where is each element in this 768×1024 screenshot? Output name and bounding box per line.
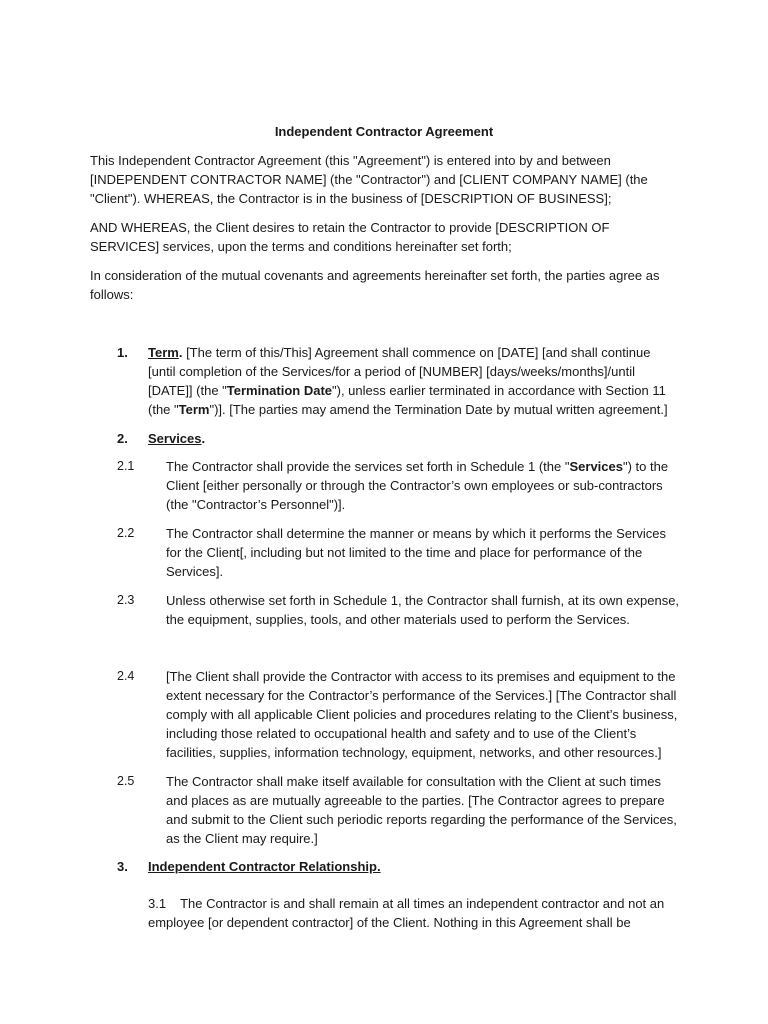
subsection-2-2-number: 2.2	[117, 526, 135, 540]
services-term: Services	[569, 459, 623, 474]
intro-paragraph-2: AND WHEREAS, the Client desires to retain the Contractor to provide [DESCRIPTION OF SERVICES] services, upon the terms and conditions hereinafter set forth;	[90, 220, 610, 254]
subsection-2-4-number: 2.4	[117, 669, 135, 683]
term-term: Term	[178, 402, 210, 417]
intro-paragraph-3: In consideration of the mutual covenants and agreements hereinafter set forth, the parties agree as follows:	[90, 268, 660, 302]
termination-date-term: Termination Date	[226, 383, 332, 398]
section-1-heading: Term	[148, 345, 179, 360]
section-1-number: 1.	[117, 345, 128, 360]
subsection-2-5-number: 2.5	[117, 774, 135, 788]
subsection-2-1-number: 2.1	[117, 459, 135, 473]
subsection-2-3-number: 2.3	[117, 593, 135, 607]
section-2-heading-line: Services.	[148, 431, 206, 446]
subsection-2-1-text: The Contractor shall provide the services set forth in Schedule 1 (the "Services") to the Client [either personally or through the Contractor’s own employees or sub-contractors (the "Contractor’s Personnel")].	[166, 459, 669, 512]
subsection-3-1-text: The Contractor is and shall remain at all times an independent contractor and not an employee [or dependent contractor] of the Client. Nothing in this Agreement shall be	[148, 896, 665, 930]
section-1-text-b: "), unless earlier terminated in accordance with Section 11 (the "	[148, 383, 666, 417]
section-3-number: 3.	[117, 859, 128, 874]
intro-paragraph-1: This Independent Contractor Agreement (this "Agreement") is entered into by and between [INDEPENDENT CONTRACTOR NAME] (the "Contractor") and [CLIENT COMPANY NAME] (the "Client"). WHEREAS, the Contractor is in the business of [DESCRIPTION OF BUSINESS];	[90, 153, 648, 206]
section-3-heading: Independent Contractor Relationship.	[148, 859, 381, 874]
subsection-3-1	[148, 894, 680, 932]
section-3-heading-line	[148, 857, 680, 876]
subsection-2-4-text: [The Client shall provide the Contractor with access to its premises and equipment to the extent necessary for the Contractor’s performance of the Services.] [The Contractor shall comply with all applicable Client policies and procedures relating to the Client’s business, including those related to occupational health and safety and to use of the Client’s facilities, supplies, information technology, equipment, networks, and other resources.]	[166, 669, 678, 760]
subsection-2-2-text: The Contractor shall determine the manner or means by which it performs the Services for the Client[, including but not limited to the time and place for performance of the Services].	[166, 526, 666, 579]
document-title: Independent Contractor Agreement	[274, 124, 494, 139]
section-2-heading: Services	[148, 431, 202, 446]
section-2-number: 2.	[117, 431, 128, 446]
section-1-text-a: [The term of this/This] Agreement shall commence on [DATE] [and shall continue [until completion of the Services/for a period of [NUMBER] [days/weeks/months]/until [DATE]] (the "	[148, 345, 651, 398]
section-1-body: Term. [The term of this/This] Agreement shall commence on [DATE] [and shall continue [until completion of the Services/for a period of [NUMBER] [days/weeks/months]/until [DATE]] (the "Termination Date"), unless earlier terminated in accordance with Section 11 (the "Term")]. [The parties may amend the Termination Date by mutual written agreement.]	[148, 345, 668, 417]
section-1-text-c: ")]. [The parties may amend the Termination Date by mutual written agreement.]	[209, 402, 668, 417]
subsection-2-3-text: Unless otherwise set forth in Schedule 1, the Contractor shall furnish, at its own expense, the equipment, supplies, tools, and other materials used to perform the Services.	[166, 593, 680, 627]
subsection-2-5-text: The Contractor shall make itself available for consultation with the Client at such times and places as are mutually agreeable to the parties. [The Contractor agrees to prepare and submit to the Client such periodic reports regarding the performance of the Services, as the Client may require.]	[166, 774, 677, 846]
subsection-3-1-number: 3.1	[148, 896, 167, 911]
